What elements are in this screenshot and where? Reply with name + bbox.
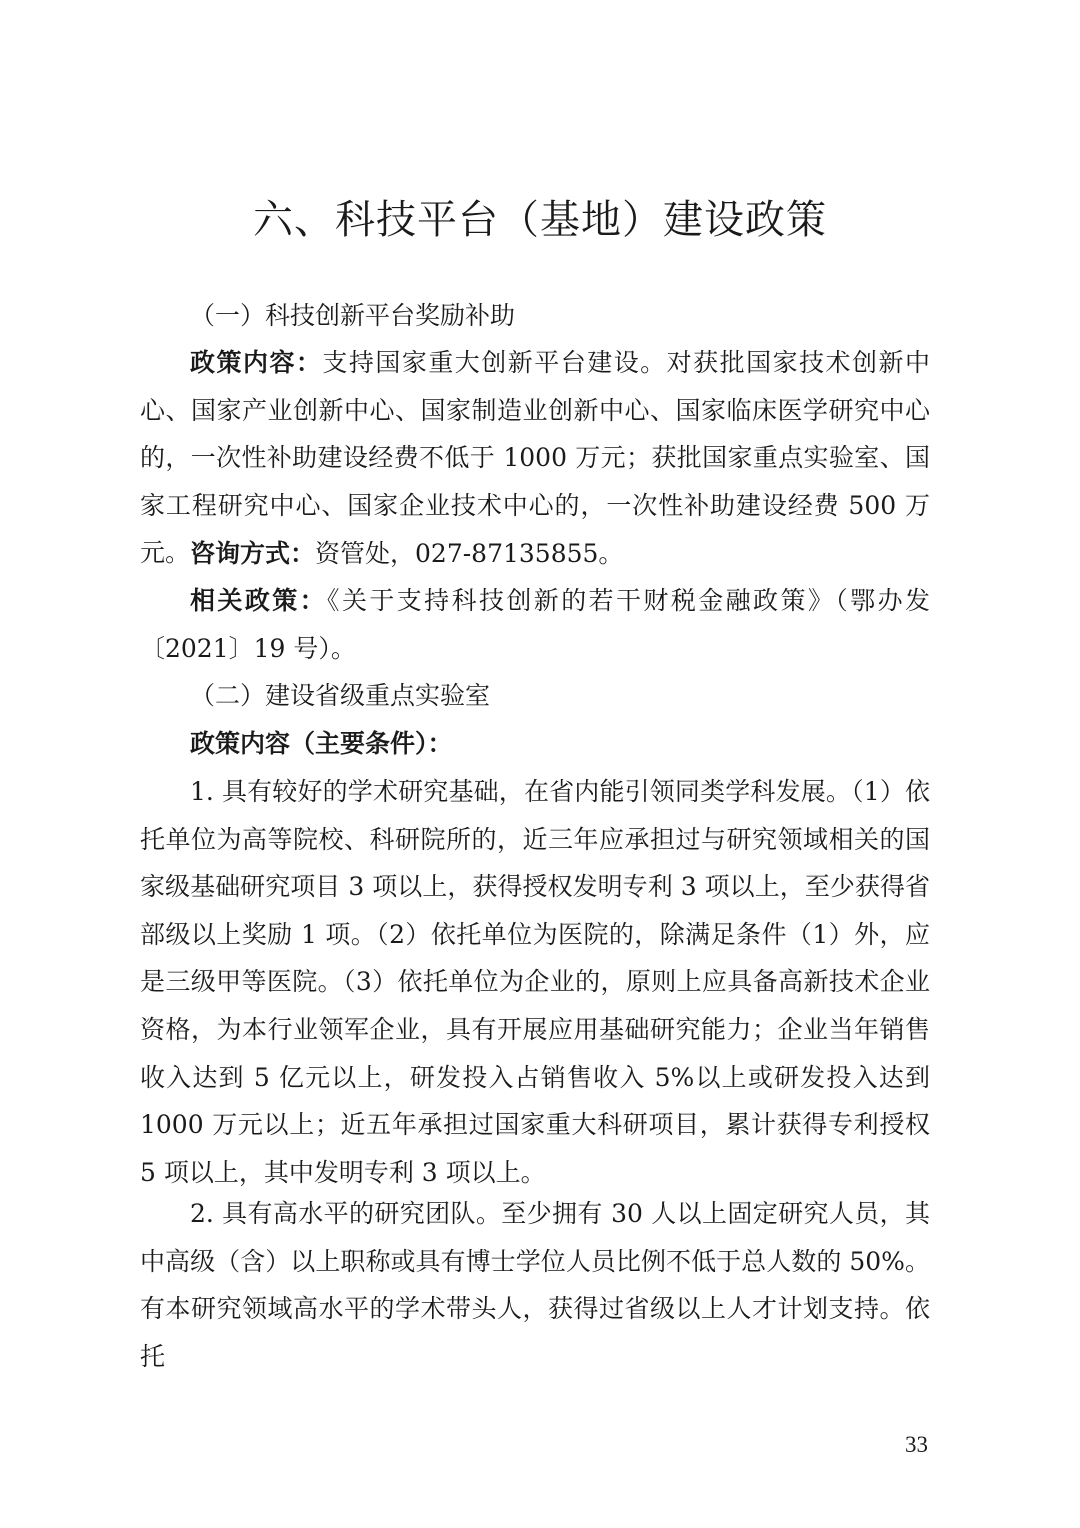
related-text: 《关于支持科技创新的若干财税金融政策》（鄂办发〔2021〕19 号）。 xyxy=(140,586,930,663)
page-number: 33 xyxy=(905,1432,928,1457)
content-label: 政策内容： xyxy=(190,348,323,377)
section2-item2: 2. 具有高水平的研究团队。至少拥有 30 人以上固定研究人员，其中高级（含）以上职称或具有博士学位人员比例不低于总人数的 50%。有本研究领域高水平的学术带头人，获得过省级以上人才计划支持。依托 xyxy=(140,1199,930,1371)
section1-heading: （一）科技创新平台奖励补助 xyxy=(190,301,516,330)
section2-content-label xyxy=(140,720,930,768)
section2-item1: 1. 具有较好的学术研究基础，在省内能引领同类学科发展。（1）依托单位为高等院校、科研院所的，近三年应承担过与研究领域相关的国家级基础研究项目 3 项以上，获得授权发明专利 3 项以上，至少获得省部级以上奖励 1 项。（2）依托单位为医院的，除满足条件（1）外，应是三级甲等医院。（3）依托单位为企业的，原则上应具备高新技术企业资格，为本行业领军企业，具有开展应用基础研究能力；企业当年销售收入达到 5 亿元以上，研发投入占销售收入 5%以上或研发投入达到 1000 万元以上；近五年承担过国家重大科研项目，累计获得专利授权 5 项以上，其中发明专利 3 项以上。 xyxy=(140,777,930,1187)
section1-related xyxy=(140,577,930,672)
page-title: 六、科技平台（基地）建设政策 xyxy=(253,197,827,243)
contact-label: 咨询方式： xyxy=(190,539,316,568)
section1-contact xyxy=(140,530,930,578)
section2-heading: （二）建设省级重点实验室 xyxy=(190,681,491,710)
content-text: 支持国家重大创新平台建设。对获批国家技术创新中心、国家产业创新中心、国家制造业创新中心、国家临床医学研究中心的，一次性补助建设经费不低于 1000 万元；获批国家重点实验室、国家工程研究中心、国家企业技术中心的，一次性补助建设经费 500 万元。 xyxy=(140,348,930,568)
related-label: 相关政策： xyxy=(190,586,328,615)
contact-text: 资管处，027-87135855。 xyxy=(315,539,624,568)
conditions-label: 政策内容（主要条件）： xyxy=(190,729,453,758)
